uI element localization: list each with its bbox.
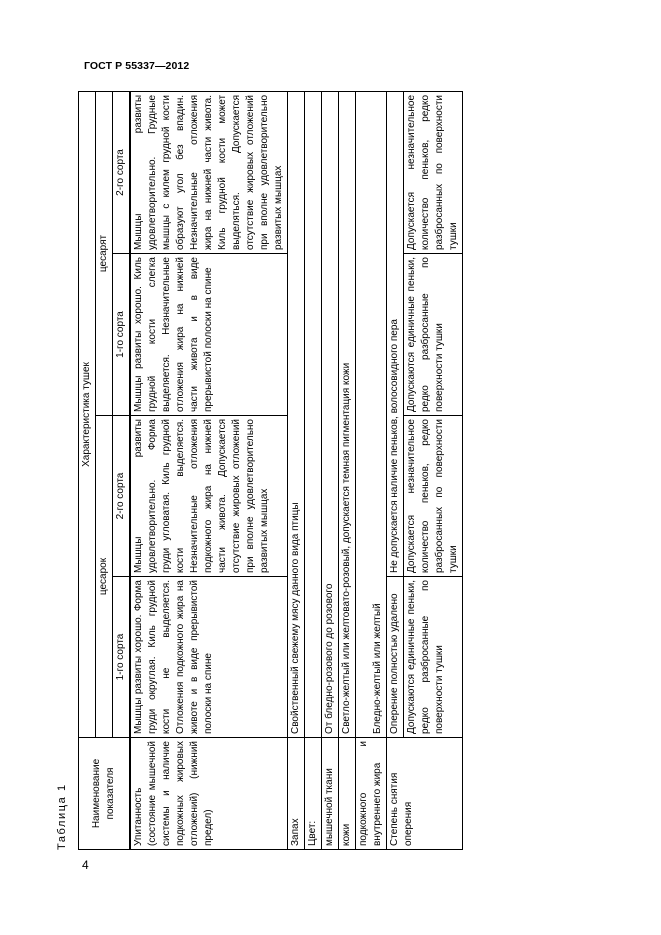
cell: Оперение полностью удалено [387,577,404,738]
cell: Допускается незначительное количество пеньков, редко разбросанных по поверхности тушки [404,416,463,577]
cell: Мышцы развиты удовлетворительно. Форма груди угловатая. Киль грудной кости выделяется. Незначительные отложения подкожного жира на нижней части живота. Допускается отсутствие жировых отложений при вполне удовлетворительно развитых мышцах [130,416,288,577]
row-tsvet-skin [339,91,356,849]
row-name: Запах [288,738,305,850]
cell: Светло-желтый или желтовато-розовый, допускается темная пигментация кожи [339,91,356,737]
page-number: 4 [82,858,89,872]
rotated-table-area [56,90,476,850]
grade2-header: 2-го сорта [113,416,131,577]
grade1-header: 1-го сорта [113,254,131,416]
row-name: Степень снятия оперения [387,738,463,850]
row-name: подкожного и внутреннего жира [356,738,387,850]
cell-empty [305,91,322,737]
cell: Допускаются единичные пеньки, редко разбросанные по поверхности тушки [404,254,463,416]
group-tsesaryat-header: цесарят [96,91,113,415]
cell: Свойственный свежему мясу данного вида птицы [288,91,305,737]
row-name: мышечной ткани [322,738,339,850]
cell: Мышцы развиты хорошо. Киль грудной кости слегка выделяется. Незначительные отложения жира на нижней части живота и в виде прерывистой полоски на спине [130,254,288,416]
row-name: Упитанность (состояние мышечной системы и наличие подкожных жировых отложений) (нижний предел) [130,738,288,850]
cell: Допускается незначительное количество пеньков, редко разбросанных по поверхности тушки [404,91,463,253]
col-param-header: Наименование показателя [79,738,131,850]
cell: Мышцы развиты удовлетворительно. Грудные мышцы с килем грудной кости образуют угол без впадин. Незначительные отложения жира на нижней части живота. Киль грудной кости может выделяться. Допускается отсутствие жировых отложений при вполне удовлетворительно развитых мышцах [130,91,288,253]
row-name: Цвет: [305,738,322,850]
row-tsvet [305,91,322,849]
row-operenie-top [387,91,404,849]
document-header: ГОСТ Р 55337—2012 [84,60,190,72]
cell: Бледно-желтый или желтый [356,91,387,737]
cell: От бледно-розового до розового [322,91,339,737]
row-zapah [288,91,305,849]
characteristics-table [78,91,463,850]
cell: Допускаются единичные пеньки, редко разбросанные по поверхности тушки [404,577,463,738]
row-tsvet-fat [356,91,387,849]
cell: Не допускается наличие пеньков, волосовидного пера [387,91,404,576]
group-tsesarok-header: цесарок [96,416,113,738]
grade2-header: 2-го сорта [113,91,131,253]
row-tsvet-muscle [322,91,339,849]
row-operenie [404,91,463,849]
row-name: кожи [339,738,356,850]
header-row-1 [79,91,96,849]
cell: Мышцы развиты хорошо. Форма груди округлая. Киль грудной кости не выделяется. Отложения подкожного жира на животе и в виде прерывистой полоски на спине [130,577,288,738]
col-chars-header: Характеристика тушек [79,91,96,737]
row-upitannost [130,91,288,849]
header-row-3 [113,91,131,849]
header-row-2 [96,91,113,849]
table-caption: Таблица 1 [56,783,68,850]
grade1-header: 1-го сорта [113,577,131,738]
